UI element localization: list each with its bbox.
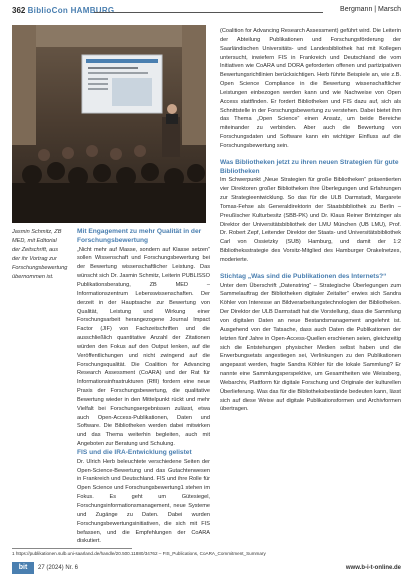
paragraph-strategies: Im Schwerpunkt „Neue Strategien für große Bibliotheken“ präsentierten vier Direktoren großer Bibliotheken ihre Überlegungen und Erfahrungen zur Strategieentwicklung. So das für die ULB Darmstadt, Margarete Tomas-Fehse als Generaldirektorin der Staatsbibliothek zu Berlin – Preußischer Kulturbesitz (SBB-PK) und Dr. Klaus Reiner Brintzinger als Direktor der Universitätsbibliothek der LMU München (UB LMU), Prof. Dr. Robert Zepf, Leitender Direktor der Staats- und Universitätsbibliothek Carl von Ossietzky (SUB) Hamburg, und damit der 1:2 Bibliotheksstrategie des Vorsitz-Mitglied des Hamburger Orakelnetzes, moderierte.: [220, 177, 401, 263]
audience: [12, 162, 206, 223]
paragraph-coara: (Coalition for Advancing Research Assessment) geführt wird. Die Leiterin der Abteilung Publikationen und Forschungsförderung der Saarländischen Universitäts- und Landesbibliothek hat mit Kollegen untersucht, inwiefern FIS in Frankreich und Deutschland die vom Initiativen wie CoARA und DORA geforderten offenen und partizipativen Bewertungsrichtlinien berücksichtigen. Herb führte Beispiele an, wie z.B. Open Science Compliance in die Bewertung wissenschaftlicher Leistungen einbezogen werden kann und wie Nachweise von Open Access stattfinden. Er fordert Bibliotheken und FIS dazu auf, sich als Schnittstelle in der Forschungsbewertung zu verstehen. Dabei bietet ihm das Thema „Open Science“ einen Ansatz, um beide Bereiche miteinander zu verbinden. Aber auch die Bewertung von Forschungsdaten und Software kann ein wichtiger Einfluss auf die Forschungsbewertung sein.: [220, 28, 401, 149]
text-column-left: [77, 228, 210, 546]
section-heading-quality: Mit Engagement zu mehr Qualität in der Forschungsbewertung: [77, 228, 202, 244]
website-link[interactable]: www.b-i-t-online.de: [345, 565, 401, 571]
footnote-text: 1 https://publikationen.sulb.uni-saarland.de/handle/20.500.11880/34762 – FIS_Publications, CoARA_Commitment_Summary: [12, 551, 266, 556]
section-heading-fis: FIS und die IRA-Entwicklung gelistet: [77, 449, 192, 456]
paragraph-quality: „Nicht mehr auf Masse, sondern auf Klasse setzen“ sollen Wissenschaft und Forschungsbewertung bei der Bewertung wissenschaftlicher Leistung. Das wünscht sich Dr. Jasmin Schmitz, Leiterin PUBLISSO Publikationsberatung, ZB MED – Informationszentrum Lebenswissenschaften. Der derzeit in der Hauptsache zur Bewertung von Qualität, Leistung und Wirkung einer Forschungsarbeit herangezogene Journal Impact Factor (JIF) von Fachzeitschriften und die ausschließlich quantitative Anzahl der Zitationen würden den Fokus auf den Output lenken, auf die Veröffentlichungen und nicht zwingend auf die Forschungsqualität. Die Coalition for Advancing Research Assessment (CoARA) und der Rat für Informationsinfrastrukturen (RfII) fordern eine neue Praxis der Forschungsbewertung, die qualitative Bewertung wieder in den Mittelpunkt rückt und mehr Vielfalt bei Forschungsergebnissen zulässt, etwa auch Open-Access-Publikationen, Daten und Software. Die Bibliotheken werden dabei mitwirken und das Thema weiterhin begleiten, auch mit Angeboten zur Beratung und Schulung.: [77, 246, 210, 448]
footnote-rule: [12, 548, 132, 549]
photo-caption: Jasmin Schmitz, ZB MED, mit Editorial der Zeitschrift, aus der ihr Vortrag zur Forschungsbewertung übernommen ist.: [12, 229, 68, 280]
issue-info: 27 (2024) Nr. 6: [38, 565, 79, 571]
text-column-right: [220, 27, 401, 414]
page-header: [12, 4, 401, 18]
section-heading-publications: Stichtag „Was sind die Publikationen des Internets?“: [220, 272, 387, 280]
speaker: [167, 104, 177, 114]
section-heading-strategies: Was Bibliotheken jetzt zu ihren neuen Strategien für gute Bibliotheken: [220, 158, 399, 175]
running-title: BiblioCon HAMBURG: [27, 6, 115, 15]
header-authors: Bergmann | Marsch: [340, 6, 401, 13]
paragraph-fis: Dr. Ulrich Herb beleuchtete verschiedene Seiten der Open-Science-Bewertung und das Gutachtenwesen in Frankreich und Deutschland. FIS und ihre Rolle für Open Science und Forschungsbewertung1 stehen im Fokus. Es geht um Gütesiegel, Forschungsinformationsmanagement, neue Systeme und Zugänge zu Daten. Dabei wurden Forschungsbewertungsinitiativen, die sich mit FIS befassen, und die Empfehlungen der CoARA diskutiert.: [77, 458, 210, 545]
paragraph-publications: Unter dem Überschrift „Datenstring“ – Strategische Überlegungen zum Sammelauftrag der Bibliotheken digitaler Zeitalter“ erwies sich Sandra Köhler von Interesse an Bildverarbeitungstechnologien der Bibliotheken. Der Direktor der ULB Darmstadt hat die Vorstellung, dass die Sammlung von digitalen Daten an neue Bestandsmanagement angelehnt ist. Ausgehend von der Tatsache, dass auch Daten die Publikationen der letzten fünf Jahre in Open-Access-Quellen erschienen seien, gleichzeitig sich die Entstehungen physischer Medien selbst haben und die Erwerbungsetats angestiegen sei, Verlinkungen zu den Publikationen angepasst werden, fragte Sandra Köhler für die lokale Sammlung? Er nannte eine Sammlungsperspektive, um Gesamtheiten wie Weissberg, Webarchiv, Plattform für digitale Forschung und Originale der kulturellen Überlieferung. Was das für die Bibliotheksbestände bedeuten kann, lässt sich auf diese Weise auf digitale Publikationsformen und Archivformen übertragen.: [220, 282, 401, 413]
footnote: [12, 548, 401, 556]
page-number: 362: [12, 6, 26, 15]
conference-photo: [12, 25, 206, 223]
header-left: [12, 6, 114, 15]
bit-logo: bit: [12, 562, 34, 574]
conference-photo-svg: [12, 25, 206, 223]
header-rule: [94, 12, 323, 13]
page-footer: [12, 562, 401, 576]
